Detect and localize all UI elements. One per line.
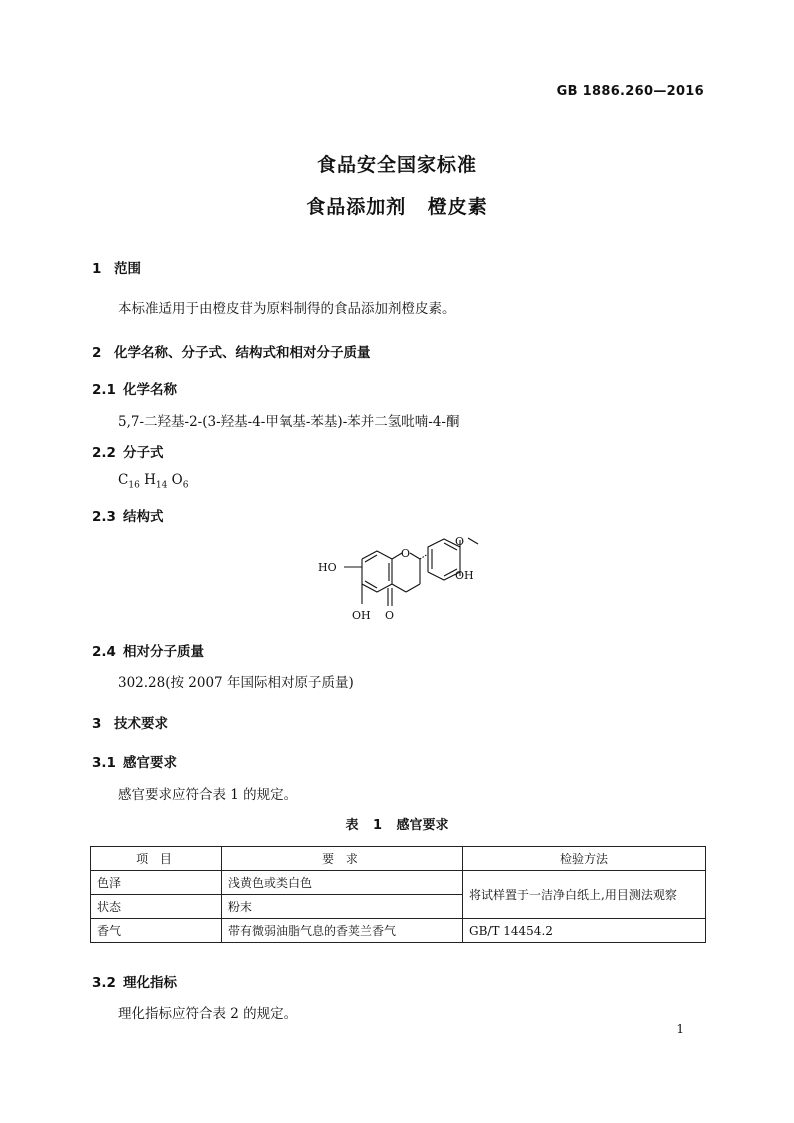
cell-requirement: 带有微弱油脂气息的香荚兰香气 bbox=[222, 919, 463, 943]
cell-requirement: 浅黄色或类白色 bbox=[222, 871, 463, 895]
table-row bbox=[91, 919, 706, 943]
section-2-2-heading bbox=[92, 441, 164, 461]
section-number: 2 bbox=[92, 345, 102, 361]
section-number: 3.1 bbox=[92, 755, 116, 771]
section-title: 结构式 bbox=[123, 509, 164, 525]
section-number: 1 bbox=[92, 261, 102, 277]
header-requirement: 要 求 bbox=[222, 847, 463, 871]
section-2-4-heading bbox=[92, 640, 204, 660]
section-3-2-text: 理化指标应符合表 2 的规定。 bbox=[118, 1006, 298, 1022]
section-1-heading bbox=[92, 257, 141, 277]
methoxy-oxygen-label: O bbox=[455, 535, 465, 548]
section-number: 2.4 bbox=[92, 644, 116, 660]
section-number: 3 bbox=[92, 716, 102, 732]
ring-oxygen-label: O bbox=[401, 547, 411, 560]
section-number: 2.2 bbox=[92, 445, 116, 461]
section-title: 分子式 bbox=[123, 445, 164, 461]
document-subtitle: 食品添加剂 橙皮素 bbox=[306, 196, 488, 218]
ho-left-label: HO bbox=[318, 561, 337, 574]
header-item: 项 目 bbox=[91, 847, 222, 871]
section-2-3-heading bbox=[92, 505, 164, 525]
section-title: 范围 bbox=[114, 261, 141, 277]
section-number: 2.3 bbox=[92, 509, 116, 525]
structural-formula bbox=[310, 532, 490, 627]
section-title: 相对分子质量 bbox=[123, 644, 204, 660]
oh-bottom-label: OH bbox=[352, 609, 371, 622]
section-title: 化学名称、分子式、结构式和相对分子质量 bbox=[114, 345, 371, 361]
section-3-heading bbox=[92, 712, 168, 732]
header-method: 检验方法 bbox=[463, 847, 706, 871]
section-2-1-heading bbox=[92, 378, 177, 398]
standard-code: GB 1886.260—2016 bbox=[556, 84, 704, 99]
table-1-caption: 表 1 感官要求 bbox=[345, 818, 449, 833]
section-2-heading bbox=[92, 341, 371, 361]
section-1-text: 本标准适用于由橙皮苷为原料制得的食品添加剂橙皮素。 bbox=[118, 301, 456, 317]
cell-item: 色泽 bbox=[91, 871, 222, 895]
cell-method-merged: 将试样置于一洁净白纸上,用目测法观察 bbox=[463, 871, 706, 919]
section-title: 理化指标 bbox=[123, 975, 177, 991]
section-3-1-heading bbox=[92, 751, 177, 771]
cell-requirement: 粉末 bbox=[222, 895, 463, 919]
table-header-row bbox=[91, 847, 706, 871]
ketone-oxygen-label: O bbox=[385, 609, 395, 622]
chemical-name: 5,7-二羟基-2-(3-羟基-4-甲氧基-苯基)-苯并二氢吡喃-4-酮 bbox=[118, 414, 460, 430]
cell-method: GB/T 14454.2 bbox=[463, 919, 706, 943]
section-title: 技术要求 bbox=[114, 716, 168, 732]
section-title: 感官要求 bbox=[123, 755, 177, 771]
section-number: 2.1 bbox=[92, 382, 116, 398]
table-row bbox=[91, 871, 706, 895]
cell-item: 香气 bbox=[91, 919, 222, 943]
molecular-weight: 302.28(按 2007 年国际相对原子质量) bbox=[118, 675, 354, 691]
table-1 bbox=[90, 846, 706, 943]
section-3-1-text: 感官要求应符合表 1 的规定。 bbox=[118, 787, 298, 803]
cell-item: 状态 bbox=[91, 895, 222, 919]
page-number: 1 bbox=[676, 1022, 684, 1036]
molecular-formula: $C_{16}$ $H_{14}$ $O_6$ bbox=[118, 472, 189, 491]
document-title: 食品安全国家标准 bbox=[316, 154, 477, 176]
oh-right-label: OH bbox=[455, 569, 474, 582]
section-number: 3.2 bbox=[92, 975, 116, 991]
section-title: 化学名称 bbox=[123, 382, 177, 398]
section-3-2-heading bbox=[92, 971, 177, 991]
